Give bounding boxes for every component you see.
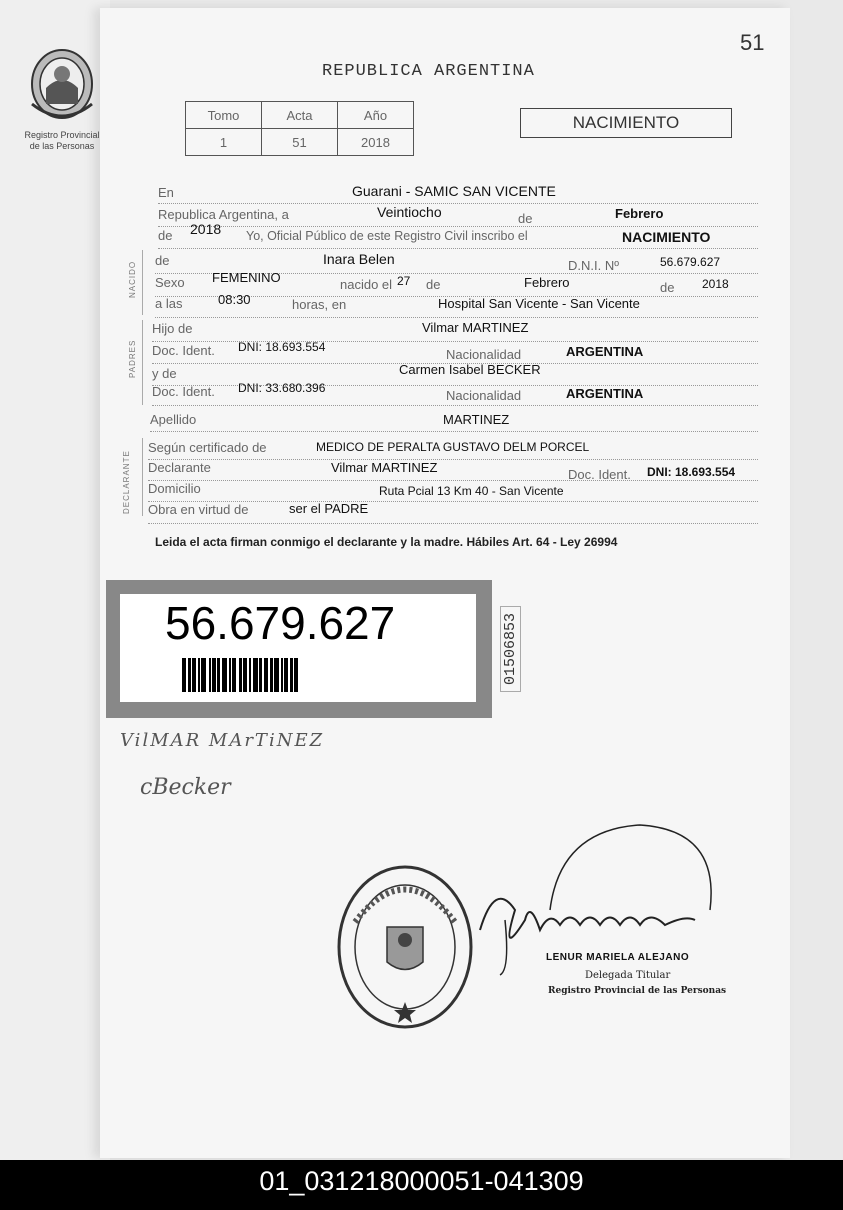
control-number: 01506853	[500, 606, 521, 692]
label-nacionalidad-mother: Nacionalidad	[446, 388, 522, 403]
date-month: Febrero	[615, 206, 664, 221]
label-dni: D.N.I. Nº	[568, 258, 619, 273]
label-a-las: a las	[155, 296, 183, 311]
section-divider-declarante	[142, 438, 143, 516]
handwritten-mother-signature: cBecker	[140, 775, 231, 800]
mother-nationality: ARGENTINA	[566, 386, 644, 401]
registry-header-ano: Año	[338, 102, 414, 129]
logo-caption-line1: Registro Provincial	[24, 130, 100, 140]
section-label-padres: PADRES	[128, 339, 137, 378]
place-value: Guarani - SAMIC SAN VICENTE	[352, 183, 556, 199]
label-horas-en: horas, en	[292, 297, 347, 312]
label-nacido-el: nacido el	[340, 277, 393, 292]
registry-value-ano: 2018	[338, 129, 414, 156]
label-y-de: y de	[152, 366, 177, 381]
logo-caption-line2: de las Personas	[29, 141, 95, 151]
birth-year: 2018	[702, 277, 729, 291]
birth-time: 08:30	[218, 292, 251, 307]
page-number: 51	[740, 30, 765, 55]
provincial-coat-of-arms-icon	[26, 44, 98, 128]
label-de-year: de	[158, 228, 173, 243]
signer-name: LENUR MARIELA ALEJANO	[546, 952, 690, 963]
father-doc: DNI: 18.693.554	[238, 340, 326, 354]
father-name: Vilmar MARTINEZ	[422, 320, 529, 335]
document-title: REPUBLICA ARGENTINA	[322, 62, 535, 81]
mother-name: Carmen Isabel BECKER	[399, 362, 541, 377]
signer-org: Registro Provincial de las Personas	[548, 986, 727, 996]
scan-id-footer: 01_031218000051-041309	[0, 1160, 843, 1210]
official-seal-icon	[335, 862, 475, 1032]
label-doc-ident-mother: Doc. Ident.	[152, 384, 215, 399]
label-apellido: Apellido	[150, 412, 197, 427]
registry-header-tomo: Tomo	[186, 102, 262, 129]
registry-value-tomo: 1	[186, 129, 262, 156]
logo-caption	[12, 130, 112, 152]
label-de-bmonth: de	[426, 277, 441, 292]
section-label-nacido: NACIDO	[128, 260, 137, 298]
section-divider-nacido	[142, 250, 143, 315]
label-sexo: Sexo	[155, 275, 185, 290]
closing-statement: Leida el acta firman conmigo el declarante y la madre. Hábiles Art. 64 - Ley 26994	[155, 535, 618, 549]
declarant-name: Vilmar MARTINEZ	[331, 460, 438, 475]
label-doc-ident-declarant: Doc. Ident.	[568, 467, 631, 482]
child-dni: 56.679.627	[660, 255, 721, 269]
birth-day: 27	[397, 274, 411, 288]
mother-doc: DNI: 33.680.396	[238, 381, 326, 395]
label-nacionalidad-father: Nacionalidad	[446, 347, 522, 362]
declarant-address: Ruta Pcial 13 Km 40 - San Vicente	[379, 484, 564, 498]
date-year: 2018	[190, 221, 222, 237]
birth-place: Hospital San Vicente - San Vicente	[438, 296, 640, 311]
barcode-bars	[182, 658, 300, 692]
label-declarante: Declarante	[148, 460, 211, 475]
date-day: Veintiocho	[377, 204, 442, 220]
label-segun-certificado: Según certificado de	[148, 440, 267, 455]
surname-value: MARTINEZ	[443, 412, 510, 427]
label-hijo-de: Hijo de	[152, 321, 193, 336]
father-nationality: ARGENTINA	[566, 344, 644, 359]
registry-header-acta: Acta	[262, 102, 338, 129]
child-name: Inara Belen	[323, 251, 395, 267]
section-label-declarante: DECLARANTE	[122, 450, 131, 514]
label-de-name: de	[155, 253, 170, 268]
child-sex: FEMENINO	[212, 270, 281, 285]
statement-event: NACIMIENTO	[622, 229, 711, 245]
section-divider-padres	[142, 320, 143, 405]
label-obra-en-virtud: Obra en virtud de	[148, 502, 249, 517]
label-en: En	[158, 185, 174, 200]
declarant-capacity: ser el PADRE	[289, 501, 369, 516]
certificate-value: MEDICO DE PERALTA GUSTAVO DELM PORCEL	[316, 440, 590, 454]
record-type-box: NACIMIENTO	[520, 108, 732, 138]
birth-month: Febrero	[524, 275, 570, 290]
scan-margin	[0, 0, 110, 1160]
label-doc-ident-father: Doc. Ident.	[152, 343, 215, 358]
label-de-byear: de	[660, 280, 675, 295]
declarant-doc: DNI: 18.693.554	[647, 465, 736, 479]
barcode-bar	[298, 658, 300, 692]
statement-text: Yo, Oficial Público de este Registro Civil inscribo el	[246, 229, 528, 243]
label-domicilio: Domicilio	[148, 481, 201, 496]
registry-value-acta: 51	[262, 129, 338, 156]
label-de-month: de	[518, 211, 533, 226]
handwritten-declarant-signature: VilMAR MArTiNEZ	[120, 730, 325, 751]
barcode-number: 56.679.627	[165, 597, 396, 649]
registry-table	[185, 101, 414, 156]
signer-role: Delegada Titular	[585, 970, 671, 981]
label-republica: Republica Argentina, a	[158, 207, 289, 222]
